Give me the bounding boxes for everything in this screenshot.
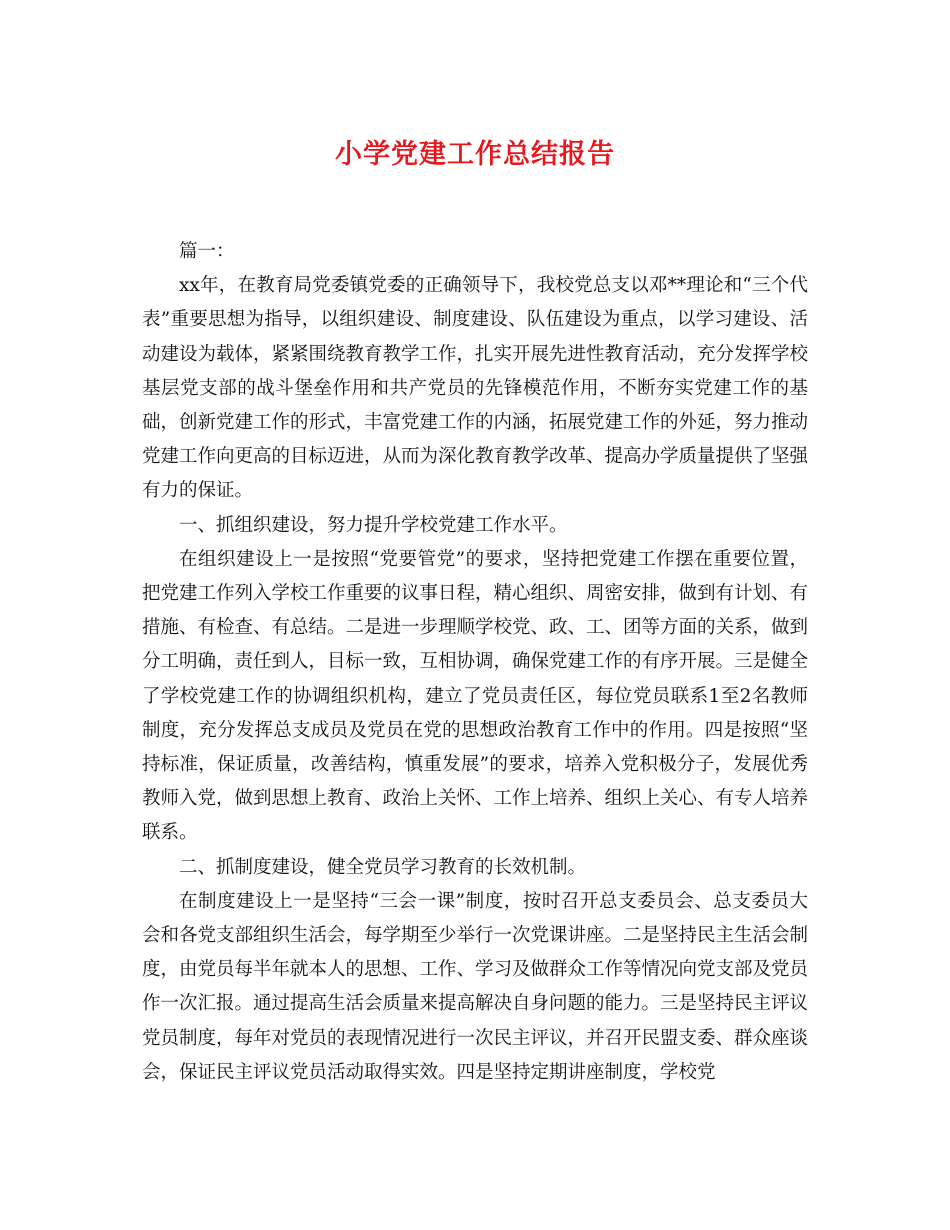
paragraph-heading: 篇一：	[179, 241, 235, 262]
section-heading: 一、抓组织建设，努力提升学校党建工作水平。	[179, 514, 568, 536]
document-title: 小学党建工作总结报告	[335, 139, 615, 170]
paragraph: 在组织建设上一是按照“党要管党”的要求，坚持把党建工作摆在重要位置，把党建工作列入学校工作重要的议事日程，精心组织、周密安排，做到有计划、有措施、有检查、有总结。二是进一步理顺学校党、政、工、团等方面的关系，做到分工明确，责任到人，目标一致，互相协调，确保党建工作的有序开展。三是健全了学校党建工作的协调组织机构，建立了党员责任区，每位党员联系1至2名教师制度，充分发挥总支成员及党员在党的思想政治教育工作中的作用。四是按照“坚持标准，保证质量，改善结构，慎重发展”的要求，培养入党积极分子，发展优秀教师入党，做到思想上教育、政治上关怀、工作上培养、组织上关心、有专人培养联系。	[142, 548, 809, 844]
paragraph: xx年，在教育局党委镇党委的正确领导下，我校党总支以邓**理论和“三个代表”重要思想为指导，以组织建设、制度建设、队伍建设为重点，以学习建设、活动建设为载体，紧紧围绕教育教学工作，扎实开展先进性教育活动，充分发挥学校基层党支部的战斗堡垒作用和共产党员的先锋模范作用，不断夯实党建工作的基础，创新党建工作的形式，丰富党建工作的内涵，拓展党建工作的外延，努力推动党建工作向更高的目标迈进，从而为深化教育教学改革、提高办学质量提供了坚强有力的保证。	[142, 275, 809, 502]
paragraph: 在制度建设上一是坚持“三会一课”制度，按时召开总支委员会、总支委员大会和各党支部组织生活会，每学期至少举行一次党课讲座。二是坚持民主生活会制度，由党员每半年就本人的思想、工作、学习及做群众工作等情况向党支部及党员作一次汇报。通过提高生活会质量来提高解决自身问题的能力。三是坚持民主评议党员制度，每年对党员的表现情况进行一次民主评议，并召开民盟支委、群众座谈会，保证民主评议党员活动取得实效。四是坚持定期讲座制度，学校党	[142, 890, 809, 1083]
document-body	[142, 235, 808, 1090]
section-heading: 二、抓制度建设，健全党员学习教育的长效机制。	[179, 856, 587, 878]
